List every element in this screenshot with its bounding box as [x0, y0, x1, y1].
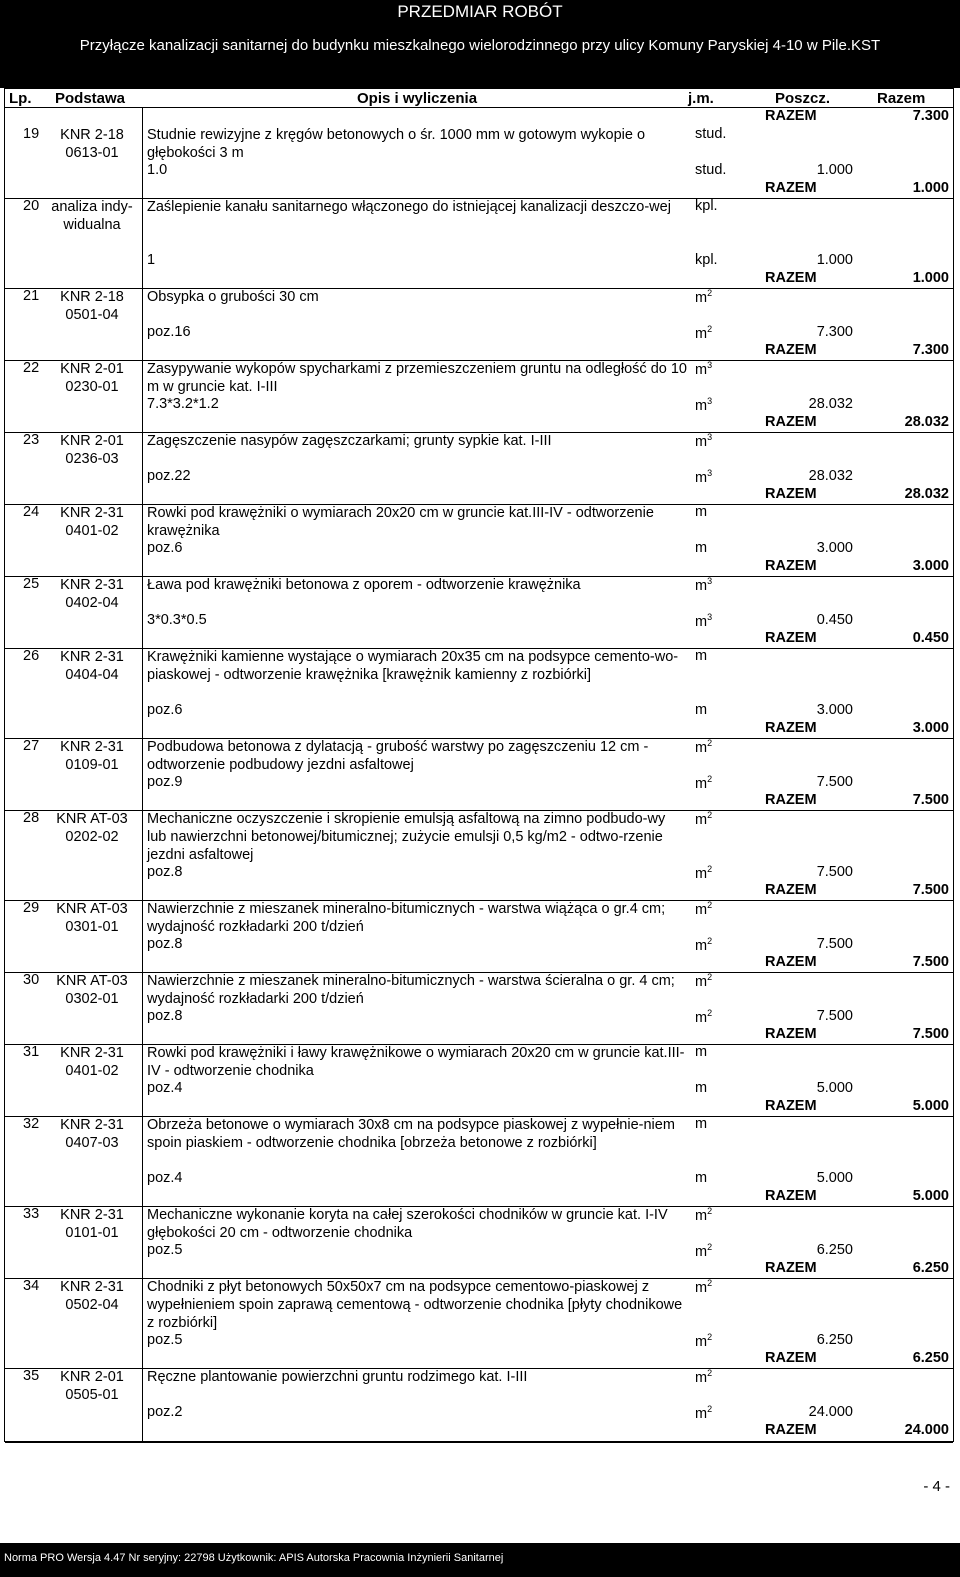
item-description: Podbudowa betonowa z dylatacją - grubość warstwy po zagęszczeniu 12 cm - odtworzenie podbudowy jezdni asfaltowej [147, 739, 649, 773]
item-calculation: poz.8 [147, 1008, 183, 1024]
header-opis: Opis i wyliczenia [357, 90, 478, 107]
razem-value: 6.250 [912, 1260, 949, 1276]
item-calculation: poz.5 [147, 1242, 183, 1258]
razem-value: 28.032 [904, 414, 949, 430]
item-calc-unit: $m^2$ [695, 864, 713, 882]
item-quantity: 6.250 [816, 1332, 853, 1348]
item-quantity: 28.032 [808, 468, 853, 484]
item-number: 26 [23, 648, 40, 664]
document-title: PRZEDMIAR ROBÓT [397, 2, 563, 21]
razem-label: RAZEM [765, 630, 817, 646]
item-calc-unit: m [695, 1080, 708, 1096]
item-quantity: 0.450 [816, 612, 853, 628]
item-calc-unit: $m^2$ [695, 1242, 713, 1260]
item-basis: analiza indy-widualna [51, 199, 133, 233]
item-description: Krawężniki kamienne wystające o wymiarach 20x35 cm na podsypce cemento-wo-piaskowej - odtworzenie krawężnika [krawężnik kamienny z rozbiórki] [147, 649, 679, 683]
item-description: Mechaniczne wykonanie koryta na całej szerokości chodników w gruncie kat. I-IV głębokości 20 cm - odtworzenie chodnika [147, 1207, 668, 1241]
item-calculation: poz.9 [147, 774, 183, 790]
razem-label: RAZEM [765, 1188, 817, 1204]
item-calc-unit: stud. [695, 162, 727, 178]
item-calculation: 7.3*3.2*1.2 [147, 396, 219, 412]
item-calc-unit: $m^3$ [695, 612, 713, 630]
razem-label: RAZEM [765, 270, 817, 286]
item-number: 22 [23, 360, 40, 376]
item-unit: $m^2$ [695, 1206, 713, 1224]
item-quantity: 7.500 [816, 936, 853, 952]
item-description: Rowki pod krawężniki o wymiarach 20x20 cm w gruncie kat.III-IV - odtworzenie krawężnika [147, 505, 654, 539]
razem-label: RAZEM [765, 882, 817, 898]
razem-value: 5.000 [912, 1188, 949, 1204]
razem-label: RAZEM [765, 108, 817, 124]
razem-value: 3.000 [912, 720, 949, 736]
item-calculation: poz.4 [147, 1080, 183, 1096]
razem-label: RAZEM [765, 414, 817, 430]
header-razem: Razem [877, 90, 926, 107]
razem-label: RAZEM [765, 954, 817, 970]
item-number: 32 [23, 1116, 40, 1132]
item-description: Studnie rewizyjne z kręgów betonowych o śr. 1000 mm w gotowym wykopie o głębokości 3 m [147, 127, 646, 161]
razem-value: 7.500 [912, 1026, 949, 1042]
item-calculation: 3*0.3*0.5 [147, 612, 207, 628]
item-calculation: poz.5 [147, 1332, 183, 1348]
item-calculation: poz.4 [147, 1170, 183, 1186]
razem-value: 1.000 [912, 270, 949, 286]
footer-bar [0, 1543, 960, 1577]
item-calc-unit: $m^2$ [695, 1332, 713, 1350]
item-basis: KNR 2-01 0230-01 [60, 361, 124, 395]
razem-value: 1.000 [912, 180, 949, 196]
document-banner [0, 0, 960, 88]
item-basis: KNR 2-31 0402-04 [60, 577, 124, 611]
item-quantity: 28.032 [808, 396, 853, 412]
item-calc-unit: m [695, 540, 708, 556]
item-basis: KNR 2-01 0236-03 [60, 433, 124, 467]
item-basis: KNR 2-18 0613-01 [60, 127, 124, 161]
item-basis: KNR 2-31 0109-01 [60, 739, 124, 773]
item-number: 34 [23, 1278, 40, 1294]
item-number: 30 [23, 972, 40, 988]
item-calculation: poz.8 [147, 936, 183, 952]
item-unit: $m^3$ [695, 576, 713, 594]
item-number: 23 [23, 432, 40, 448]
razem-label: RAZEM [765, 180, 817, 196]
measurement-table [4, 107, 954, 1442]
item-quantity: 3.000 [816, 702, 853, 718]
item-calc-unit: $m^3$ [695, 396, 713, 414]
razem-label: RAZEM [765, 720, 817, 736]
item-unit: m [695, 504, 708, 520]
header-lp: Lp. [9, 90, 32, 107]
item-description: Obrzeża betonowe o wymiarach 30x8 cm na podsypce piaskowej z wypełnie-niem spoin piaskiem - odtworzenie chodnika [obrzeża betonowe z rozbiórki] [147, 1117, 675, 1151]
item-unit: $m^3$ [695, 432, 713, 450]
item-unit: m [695, 648, 708, 664]
item-number: 21 [23, 288, 40, 304]
item-description: Zasypywanie wykopów spycharkami z przemieszczeniem gruntu na odległość do 10 m w gruncie kat. I-III [147, 361, 687, 395]
item-calculation: poz.16 [147, 324, 191, 340]
razem-label: RAZEM [765, 792, 817, 808]
razem-label: RAZEM [765, 558, 817, 574]
razem-value: 24.000 [904, 1422, 949, 1438]
item-unit: $m^2$ [695, 288, 713, 306]
header-podstawa: Podstawa [55, 90, 126, 107]
row-separator [5, 1442, 953, 1443]
item-unit: kpl. [695, 198, 718, 214]
item-basis: KNR 2-31 0407-03 [60, 1117, 124, 1151]
item-calculation: poz.8 [147, 864, 183, 880]
item-calculation: 1 [147, 252, 156, 268]
item-quantity: 6.250 [816, 1242, 853, 1258]
item-unit: stud. [695, 126, 727, 142]
item-number: 28 [23, 810, 40, 826]
razem-label: RAZEM [765, 1350, 817, 1366]
razem-value: 7.300 [912, 108, 949, 124]
item-calc-unit: m [695, 1170, 708, 1186]
item-basis: KNR 2-31 0502-04 [60, 1279, 124, 1313]
item-calc-unit: $m^3$ [695, 468, 713, 486]
item-calculation: poz.22 [147, 468, 191, 484]
item-basis: KNR AT-03 0301-01 [56, 901, 128, 935]
item-unit: m [695, 1044, 708, 1060]
item-basis: KNR 2-18 0501-04 [60, 289, 124, 323]
item-description: Rowki pod krawężniki i ławy krawężnikowe o wymiarach 20x20 cm w gruncie kat.III-IV - odtworzenie chodnika [147, 1045, 685, 1079]
header-jm: j.m. [688, 90, 714, 107]
footer-text: Norma PRO Wersja 4.47 Nr seryjny: 22798 Użytkownik: APIS Autorska Pracownia Inżynierii Sanitarnej [4, 1552, 504, 1564]
item-unit: $m^3$ [695, 360, 713, 378]
table-header [4, 88, 954, 108]
razem-value: 7.500 [912, 882, 949, 898]
item-basis: KNR 2-01 0505-01 [60, 1369, 124, 1403]
item-number: 27 [23, 738, 40, 754]
item-basis: KNR 2-31 0401-02 [60, 505, 124, 539]
razem-label: RAZEM [765, 342, 817, 358]
item-unit: $m^2$ [695, 972, 713, 990]
item-unit: $m^2$ [695, 900, 713, 918]
item-calc-unit: $m^2$ [695, 936, 713, 954]
item-quantity: 24.000 [808, 1404, 853, 1420]
item-description: Zagęszczenie nasypów zagęszczarkami; grunty sypkie kat. I-III [147, 433, 552, 449]
razem-value: 7.500 [912, 792, 949, 808]
item-quantity: 7.500 [816, 864, 853, 880]
item-description: Mechaniczne oczyszczenie i skropienie emulsją asfaltową na zimno podbudo-wy lub nawierzchni betonowej/bitumicznej; zużycie emulsji 0,5 kg/m2 - odtwo-rzenie jezdni asfaltowej [147, 811, 666, 863]
item-number: 20 [23, 198, 40, 214]
item-number: 29 [23, 900, 40, 916]
header-poszcz: Poszcz. [775, 90, 831, 107]
razem-value: 3.000 [912, 558, 949, 574]
item-basis: KNR 2-31 0101-01 [60, 1207, 124, 1241]
item-calc-unit: $m^2$ [695, 324, 713, 342]
item-basis: KNR 2-31 0404-04 [60, 649, 124, 683]
item-quantity: 7.500 [816, 774, 853, 790]
item-unit: $m^2$ [695, 738, 713, 756]
item-quantity: 3.000 [816, 540, 853, 556]
item-number: 24 [23, 504, 40, 520]
item-calculation: poz.6 [147, 540, 183, 556]
item-calc-unit: $m^2$ [695, 1404, 713, 1422]
item-number: 31 [23, 1044, 40, 1060]
item-quantity: 5.000 [816, 1170, 853, 1186]
item-description: Zaślepienie kanału sanitarnego włączonego do istniejącej kanalizacji deszczo-wej [147, 199, 671, 215]
item-unit: $m^2$ [695, 1368, 713, 1386]
razem-value: 5.000 [912, 1098, 949, 1114]
item-calc-unit: kpl. [695, 252, 718, 268]
item-basis: KNR AT-03 0202-02 [56, 811, 128, 845]
item-description: Ława pod krawężniki betonowa z oporem - odtworzenie krawężnika [147, 577, 581, 593]
item-calculation: poz.6 [147, 702, 183, 718]
item-unit: m [695, 1116, 708, 1132]
item-quantity: 1.000 [816, 162, 853, 178]
item-quantity: 5.000 [816, 1080, 853, 1096]
document-subtitle: Przyłącze kanalizacji sanitarnej do budynku mieszkalnego wielorodzinnego przy ulicy Komuny Paryskiej 4-10 w Pile.KST [79, 37, 881, 54]
razem-label: RAZEM [765, 1098, 817, 1114]
razem-label: RAZEM [765, 1260, 817, 1276]
item-calc-unit: $m^2$ [695, 1008, 713, 1026]
item-description: Ręczne plantowanie powierzchni gruntu rodzimego kat. I-III [147, 1369, 528, 1385]
razem-label: RAZEM [765, 1422, 817, 1438]
item-basis: KNR 2-31 0401-02 [60, 1045, 124, 1079]
item-number: 25 [23, 576, 40, 592]
item-calculation: poz.2 [147, 1404, 183, 1420]
item-quantity: 1.000 [816, 252, 853, 268]
item-calculation: 1.0 [147, 162, 168, 178]
item-quantity: 7.300 [816, 324, 853, 340]
razem-label: RAZEM [765, 1026, 817, 1042]
item-unit: $m^2$ [695, 1278, 713, 1296]
item-description: Obsypka o grubości 30 cm [147, 289, 319, 305]
item-number: 33 [23, 1206, 40, 1222]
page-number: - 4 - [923, 1478, 950, 1495]
item-unit: $m^2$ [695, 810, 713, 828]
razem-value: 7.500 [912, 954, 949, 970]
item-calc-unit: m [695, 702, 708, 718]
item-description: Nawierzchnie z mieszanek mineralno-bitumicznych - warstwa ścieralna o gr. 4 cm; wydajność rozkładarki 200 t/dzień [147, 973, 675, 1007]
item-description: Nawierzchnie z mieszanek mineralno-bitumicznych - warstwa wiążąca o gr.4 cm; wydajność rozkładarki 200 t/dzień [147, 901, 666, 935]
razem-label: RAZEM [765, 486, 817, 502]
item-number: 35 [23, 1368, 40, 1384]
item-basis: KNR AT-03 0302-01 [56, 973, 128, 1007]
item-quantity: 7.500 [816, 1008, 853, 1024]
razem-value: 0.450 [912, 630, 949, 646]
razem-value: 6.250 [912, 1350, 949, 1366]
razem-value: 28.032 [904, 486, 949, 502]
item-description: Chodniki z płyt betonowych 50x50x7 cm na podsypce cementowo-piaskowej z wypełnieniem spoin zaprawą cementową - odtworzenie chodnika [płyty chodnikowe z rozbiórki] [147, 1279, 683, 1331]
razem-value: 7.300 [912, 342, 949, 358]
item-calc-unit: $m^2$ [695, 774, 713, 792]
column-divider [142, 108, 143, 1441]
item-number: 19 [23, 126, 40, 142]
